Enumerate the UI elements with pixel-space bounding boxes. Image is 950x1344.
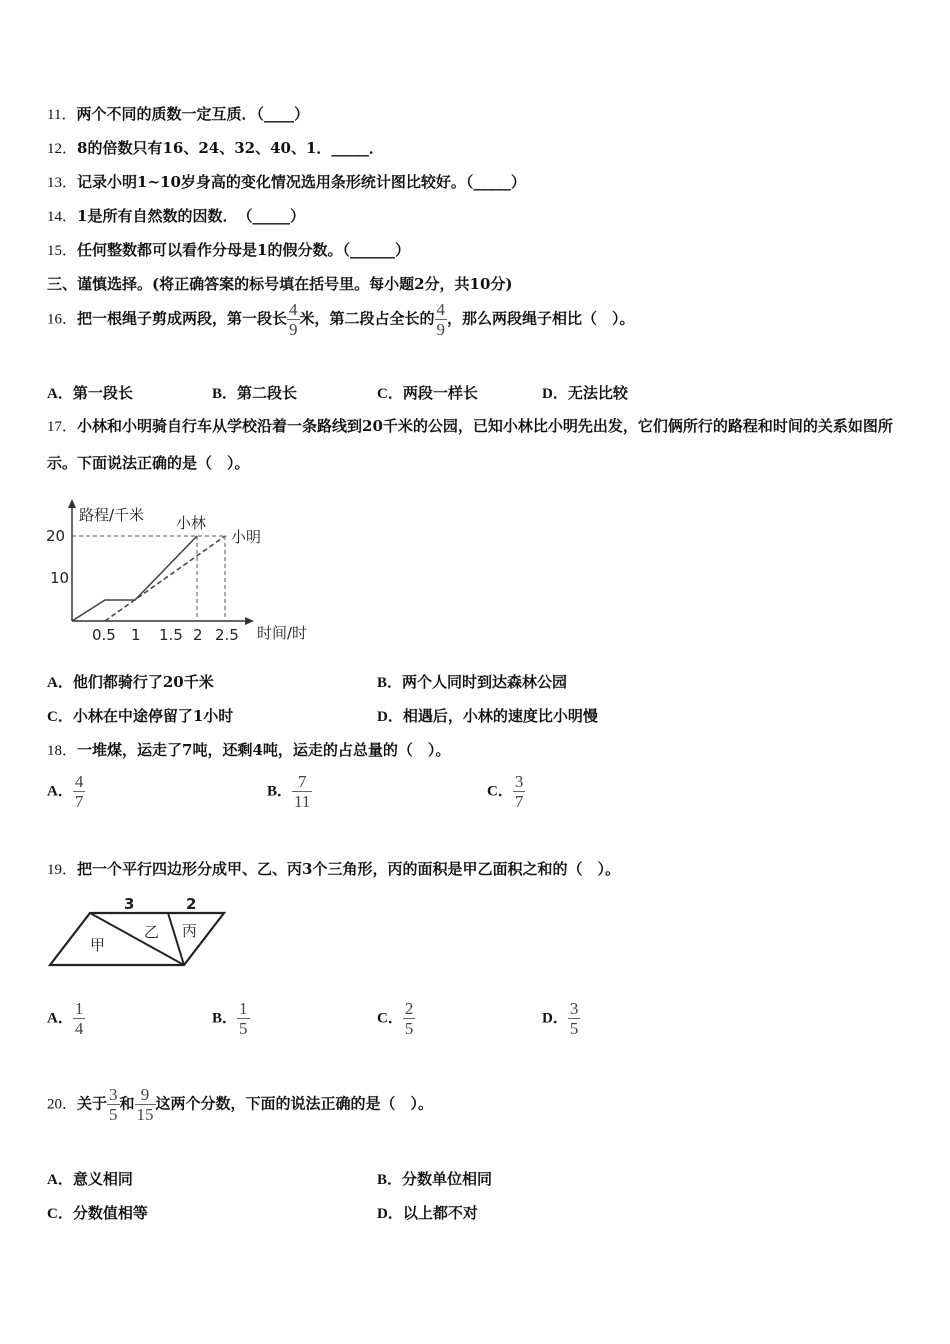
q16-option-b[interactable]: B．第二段长 bbox=[212, 384, 298, 402]
q20-option-b[interactable]: B．分数单位相同 bbox=[377, 1170, 493, 1188]
label-yi: 乙 bbox=[144, 923, 160, 941]
label-jia: 甲 bbox=[90, 936, 106, 954]
y-axis-label: 路程/千米 bbox=[79, 506, 145, 524]
label-bing: 丙 bbox=[182, 922, 198, 940]
q19-option-a[interactable]: A． $\frac{1}{4}$ bbox=[47, 999, 84, 1038]
q20-option-d[interactable]: D．以上都不对 bbox=[377, 1204, 478, 1222]
question-14: 14．1是所有自然数的因数． （_____） bbox=[47, 207, 305, 225]
question-16: 16．把一根绳子剪成两段，第一段长 $\frac{4}{9}$ 米，第二段占全长的 $\frac{4}{9}$ ，那么两段绳子相比（ ）。 bbox=[47, 300, 635, 339]
ytick-10: 10 bbox=[50, 569, 70, 587]
xiaoming-label: 小明 bbox=[231, 528, 262, 546]
xiaolin-label: 小林 bbox=[176, 514, 207, 532]
xtick-1.5: 1.5 bbox=[159, 626, 183, 644]
fraction: $\frac{7}{11}$ bbox=[294, 772, 311, 811]
fraction: $\frac{9}{15}$ bbox=[136, 1085, 154, 1124]
x-axis-arrow bbox=[245, 617, 254, 625]
q16-option-c[interactable]: C．两段一样长 bbox=[377, 384, 478, 402]
fraction: $\frac{3}{5}$ bbox=[109, 1085, 118, 1124]
q18-option-a[interactable]: A． $\frac{4}{7}$ bbox=[47, 772, 84, 811]
q16-option-a[interactable]: A．第一段长 bbox=[47, 384, 133, 402]
q17-option-a[interactable]: A．他们都骑行了20千米 bbox=[47, 673, 214, 691]
fraction: $\frac{3}{7}$ bbox=[514, 772, 524, 811]
section-3-heading: 三、谨慎选择。(将正确答案的标号填在括号里。每小题2分，共10分) bbox=[47, 275, 513, 293]
fraction: $\frac{1}{4}$ bbox=[74, 999, 84, 1038]
fraction: $\frac{4}{9}$ bbox=[436, 300, 446, 339]
ytick-20: 20 bbox=[46, 527, 66, 545]
xtick-2.5: 2.5 bbox=[215, 626, 239, 644]
distance-time-graph bbox=[42, 495, 332, 655]
fraction: $\frac{4}{9}$ bbox=[289, 300, 298, 339]
y-axis-arrow bbox=[68, 499, 76, 508]
question-19: 19．把一个平行四边形分成甲、乙、丙3个三角形，丙的面积是甲乙面积之和的（ ）。 bbox=[47, 860, 620, 878]
question-17: 17．小林和小明骑自行车从学校沿着一条路线到20千米的公园，已知小林比小明先出发，它们俩所行的路程和时间的关系如图所示。下面说法正确的是（ ）。 bbox=[47, 417, 893, 472]
q16-option-d[interactable]: D．无法比较 bbox=[542, 384, 628, 402]
q18-option-c[interactable]: C． $\frac{3}{7}$ bbox=[487, 772, 524, 811]
q19-option-d[interactable]: D． $\frac{3}{5}$ bbox=[542, 999, 579, 1038]
xiaoming-line bbox=[105, 536, 225, 621]
label-2: 2 bbox=[186, 895, 197, 913]
question-15: 15．任何整数都可以看作分母是1的假分数。（______） bbox=[47, 241, 410, 259]
xtick-0.5: 0.5 bbox=[92, 626, 116, 644]
q20-option-a[interactable]: A．意义相同 bbox=[47, 1170, 133, 1188]
q20-option-c[interactable]: C．分数值相等 bbox=[47, 1204, 148, 1222]
q17-option-d[interactable]: D．相遇后，小林的速度比小明慢 bbox=[377, 707, 598, 725]
q17-option-c[interactable]: C．小林在中途停留了1小时 bbox=[47, 707, 234, 725]
question-13: 13．记录小明1~10岁身高的变化情况选用条形统计图比较好。（_____） bbox=[47, 173, 526, 191]
question-18: 18．一堆煤，运走了7吨，还剩4吨，运走的占总量的（ ）。 bbox=[47, 741, 451, 759]
xtick-1: 1 bbox=[131, 626, 141, 644]
q19-option-b[interactable]: B． $\frac{1}{5}$ bbox=[212, 999, 248, 1038]
fraction: $\frac{3}{5}$ bbox=[569, 999, 579, 1038]
x-axis-label: 时间/时 bbox=[257, 624, 308, 642]
q17-option-b[interactable]: B．两个人同时到达森林公园 bbox=[377, 673, 568, 691]
fraction: $\frac{2}{5}$ bbox=[404, 999, 414, 1038]
q19-option-c[interactable]: C． $\frac{2}{5}$ bbox=[377, 999, 414, 1038]
question-12: 12．8的倍数只有16、24、32、40、1．_____． bbox=[47, 139, 384, 157]
parallelogram-figure bbox=[46, 893, 236, 973]
question-11: 11．两个不同的质数一定互质．（____） bbox=[47, 105, 309, 123]
question-20: 20．关于 $\frac{3}{5}$ 和 $\frac{9}{15}$ 这两个分数，下面的说法正确的是（ ）。 bbox=[47, 1085, 434, 1124]
q18-option-b[interactable]: B． $\frac{7}{11}$ bbox=[267, 772, 311, 811]
xtick-2: 2 bbox=[193, 626, 203, 644]
fraction: $\frac{4}{7}$ bbox=[74, 772, 84, 811]
fraction: $\frac{1}{5}$ bbox=[239, 999, 248, 1038]
xiaolin-line bbox=[72, 536, 197, 621]
label-3: 3 bbox=[124, 895, 135, 913]
